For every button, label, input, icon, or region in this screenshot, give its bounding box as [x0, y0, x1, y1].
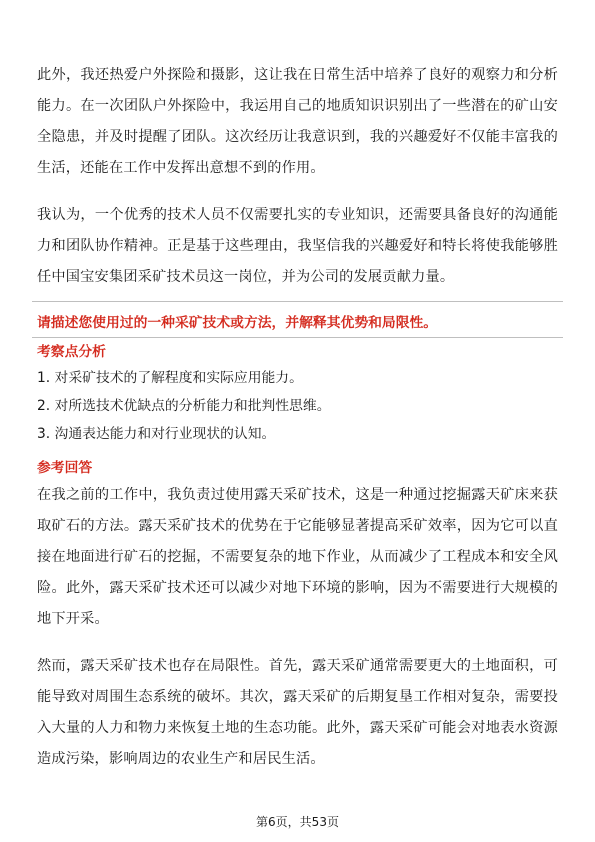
analysis-heading: 考察点分析: [37, 344, 106, 360]
divider-top: [32, 301, 563, 302]
page-number: 第6页，共53页: [256, 815, 339, 829]
question-title: 请描述您使用过的一种采矿技术或方法，并解释其优势和局限性。: [37, 315, 438, 331]
intro-paragraph-2: 我认为，一个优秀的技术人员不仅需要扎实的专业知识，还需要具备良好的沟通能力和团队协作精神。正是基于这些理由，我坚信我的兴趣爱好和特长将使我能够胜任中国宝安集团采矿技术员这一岗位，并为公司的发展贡献力量。: [37, 207, 558, 285]
analysis-item-3: 3. 沟通表达能力和对行业现状的认知。: [37, 426, 276, 442]
answer-paragraph-1: 在我之前的工作中，我负责过使用露天采矿技术，这是一种通过挖掘露天矿床来获取矿石的方法。露天采矿技术的优势在于它能够显著提高采矿效率，因为它可以直接在地面进行矿石的挖掘，不需要复杂的地下作业，从而减少了工程成本和安全风险。此外，露天采矿技术还可以减少对地下环境的影响，因为不需要进行大规模的地下开采。: [37, 487, 558, 627]
divider-bottom: [32, 337, 563, 338]
intro-paragraph-1: 此外，我还热爱户外探险和摄影，这让我在日常生活中培养了良好的观察力和分析能力。在一次团队户外探险中，我运用自己的地质知识识别出了一些潜在的矿山安全隐患，并及时提醒了团队。这次经历让我意识到，我的兴趣爱好不仅能丰富我的生活，还能在工作中发挥出意想不到的作用。: [37, 67, 558, 176]
analysis-item-2: 2. 对所选技术优缺点的分析能力和批判性思维。: [37, 398, 331, 414]
answer-heading: 参考回答: [37, 460, 93, 476]
analysis-item-1: 1. 对采矿技术的了解程度和实际应用能力。: [37, 370, 303, 386]
answer-paragraph-2: 然而，露天采矿技术也存在局限性。首先，露天采矿通常需要更大的土地面积，可能导致对周围生态系统的破坏。其次，露天采矿的后期复垦工作相对复杂，需要投入大量的人力和物力来恢复土地的生态功能。此外，露天采矿可能会对地表水资源造成污染，影响周边的农业生产和居民生活。: [37, 658, 558, 767]
